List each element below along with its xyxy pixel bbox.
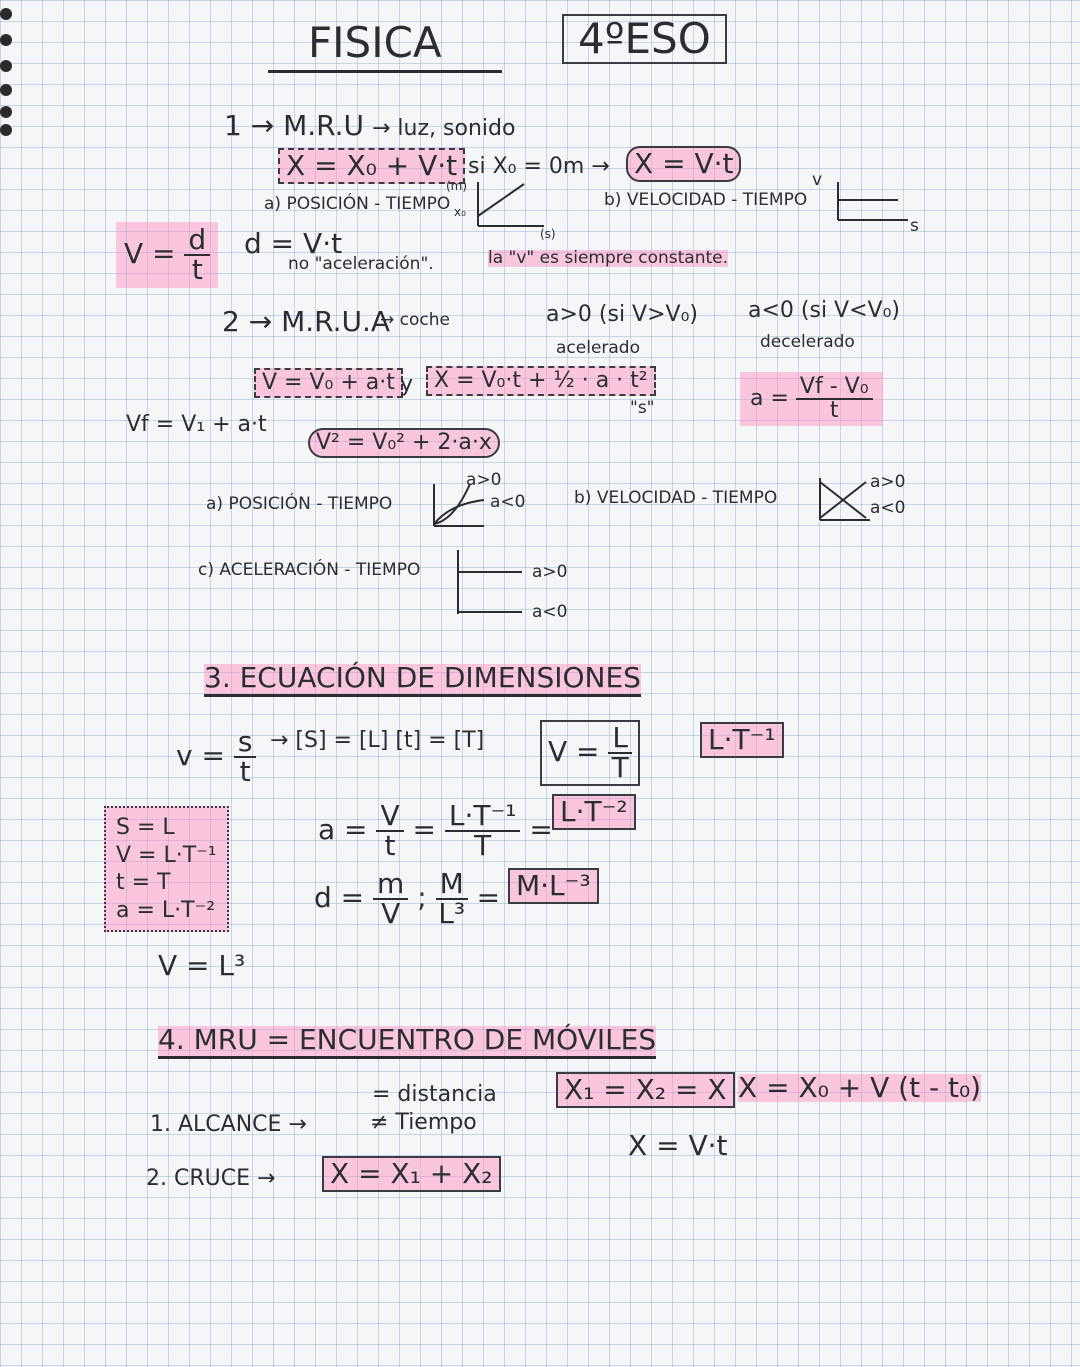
s2-final-velocity: Vf = V₁ + a·t (126, 412, 267, 437)
s2-position-equation: X = V₀·t + ½ · a · t² (426, 366, 656, 396)
s3-dimension-legend (104, 806, 229, 932)
s1-main-equation: X = X₀ + V·t (278, 148, 465, 184)
s4-cruce-equation: X = X₁ + X₂ (322, 1156, 501, 1192)
s2-accel-formula: a = $\frac{\text{Vf - V₀}}{t}$ (740, 372, 883, 426)
s2-graph-b-label: b) VELOCIDAD - TIEMPO (574, 488, 778, 508)
s2-accel-positive-label: acelerado (556, 338, 641, 358)
s1-axis-s2: s (910, 216, 919, 236)
s4-cruce: 2. CRUCE → (146, 1166, 276, 1191)
s1-axis-x0: x₀ (454, 205, 466, 219)
s1-axis-s: (s) (540, 227, 556, 241)
s2-velocity-squared: V² = V₀² + 2·a·x (308, 428, 500, 458)
s2-graph-a (430, 484, 490, 530)
s1-axis-v: v (812, 170, 823, 190)
s3-legend-item: V = L·T⁻¹ (116, 842, 217, 868)
s1-note-no-acceleration: no "aceleración". (288, 254, 434, 274)
s1-graph-a (472, 182, 552, 232)
s3-heading: 3. ECUACIÓN DE DIMENSIONES (204, 664, 641, 697)
s3-legend-item: t = T (116, 870, 171, 895)
s3-accel-formula: a = $\frac{V}{t}$ = $\frac{\text{L·T⁻¹}}{T}$ = (318, 799, 553, 862)
s4-alcance: 1. ALCANCE → (150, 1112, 307, 1137)
s4-heading: 4. MRU = ENCUENTRO DE MÓVILES (158, 1026, 656, 1059)
s2-graph-b-positive: a>0 (870, 472, 906, 492)
s2-accel-negative: a<0 (si V<V₀) (748, 298, 900, 323)
s1-condition-equation: X = V·t (626, 146, 741, 182)
s2-graph-c-negative: a<0 (532, 602, 568, 622)
s3-speed-dimensions: → [S] = [L] [t] = [T] (270, 728, 485, 753)
s2-graph-c-positive: a>0 (532, 562, 568, 582)
s2-and: y (400, 372, 414, 397)
s4-position-equation: X = X₀ + V (t - t₀) (738, 1071, 982, 1104)
s1-speed-formula: V = $\frac{d}{t}$ (116, 222, 218, 288)
s1-graph-b-label: b) VELOCIDAD - TIEMPO (604, 190, 808, 210)
s3-speed-formula: v = $\frac{s}{t}$ (176, 728, 256, 786)
s1-condition: si X₀ = 0m → (468, 154, 610, 179)
s3-speed-fraction: V = $\frac{L}{T}$ (540, 720, 640, 786)
s2-graph-b-negative: a<0 (870, 498, 906, 518)
course-label: 4ºESO (562, 14, 727, 64)
s2-heading: 2 → M.R.U.A (222, 305, 391, 338)
s2-examples: → coche (380, 310, 450, 330)
s3-density-result: M·L⁻³ (508, 868, 599, 904)
s1-note-constant: la "v" es siempre constante. (488, 248, 729, 268)
s4-alcance-time: ≠ Tiempo (370, 1110, 477, 1135)
s2-graph-a-label: a) POSICIÓN - TIEMPO (206, 494, 393, 514)
s3-speed-result: L·T⁻¹ (700, 722, 784, 758)
s2-graph-b (816, 478, 872, 524)
s2-graph-a-negative: a<0 (490, 492, 526, 512)
s2-s-mark: "s" (630, 398, 655, 418)
s2-accel-negative-label: decelerado (760, 332, 855, 352)
s4-alcance-distance: = distancia (372, 1082, 497, 1107)
s1-examples: → luz, sonido (372, 116, 516, 141)
s3-density-formula: d = $\frac{m}{V}$ ; $\frac{M}{\text{L³}}$ = (314, 867, 501, 930)
s2-graph-c-label: c) ACELERACIÓN - TIEMPO (198, 560, 421, 580)
s3-legend-item: S = L (116, 815, 175, 840)
page-title: FISICA (268, 22, 502, 73)
s3-accel-result: L·T⁻² (552, 794, 636, 830)
s1-graph-b (836, 182, 916, 226)
s4-position-equation-simple: X = V·t (628, 1129, 728, 1162)
s2-graph-c (454, 550, 534, 622)
s1-axis-m: (m) (446, 179, 468, 193)
s3-volume: V = L³ (158, 949, 246, 982)
s3-legend-item: a = L·T⁻² (116, 897, 216, 923)
s1-distance-formula: d = V·t (244, 227, 343, 260)
s4-meet-equation: X₁ = X₂ = X (556, 1072, 735, 1108)
s2-graph-a-positive: a>0 (466, 470, 502, 490)
s1-graph-a-label: a) POSICIÓN - TIEMPO (264, 194, 451, 214)
s1-heading: 1 → M.R.U (224, 109, 364, 142)
s2-accel-positive: a>0 (si V>V₀) (546, 302, 698, 327)
s2-velocity-equation: V = V₀ + a·t (254, 368, 403, 398)
